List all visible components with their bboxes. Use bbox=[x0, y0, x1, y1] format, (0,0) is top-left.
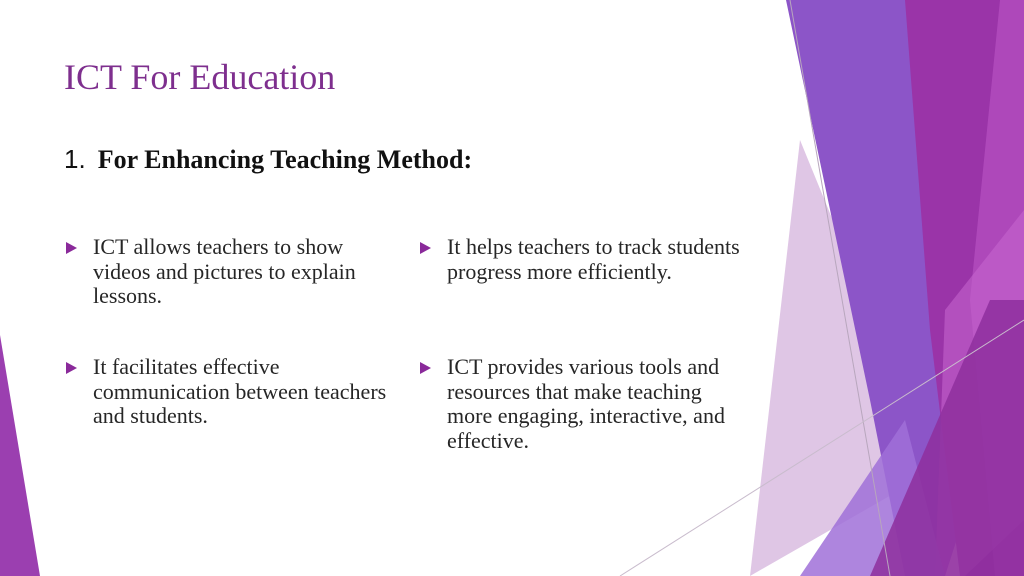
triangle-right-icon bbox=[66, 362, 77, 374]
bullet-text: It facilitates effective communication between teachers and students. bbox=[93, 354, 387, 428]
bullet-item bbox=[418, 235, 748, 284]
bullet-text: ICT allows teachers to show videos and pictures to explain lessons. bbox=[93, 234, 356, 308]
bullet-item bbox=[64, 355, 394, 429]
slide-title: ICT For Education bbox=[64, 57, 336, 97]
section-heading bbox=[64, 144, 472, 175]
left-accent-shape bbox=[0, 335, 40, 576]
section-number: 1. bbox=[64, 144, 86, 174]
triangle-right-icon bbox=[420, 362, 431, 374]
bullet-text: ICT provides various tools and resources that make teaching more engaging, interactive, and effective. bbox=[447, 354, 725, 453]
triangle-right-icon bbox=[420, 242, 431, 254]
triangle-right-icon bbox=[66, 242, 77, 254]
section-heading-text: For Enhancing Teaching Method: bbox=[97, 145, 473, 174]
bullet-text: It helps teachers to track students progress more efficiently. bbox=[447, 234, 740, 284]
bullet-item bbox=[418, 355, 748, 453]
bullet-item bbox=[64, 235, 394, 309]
